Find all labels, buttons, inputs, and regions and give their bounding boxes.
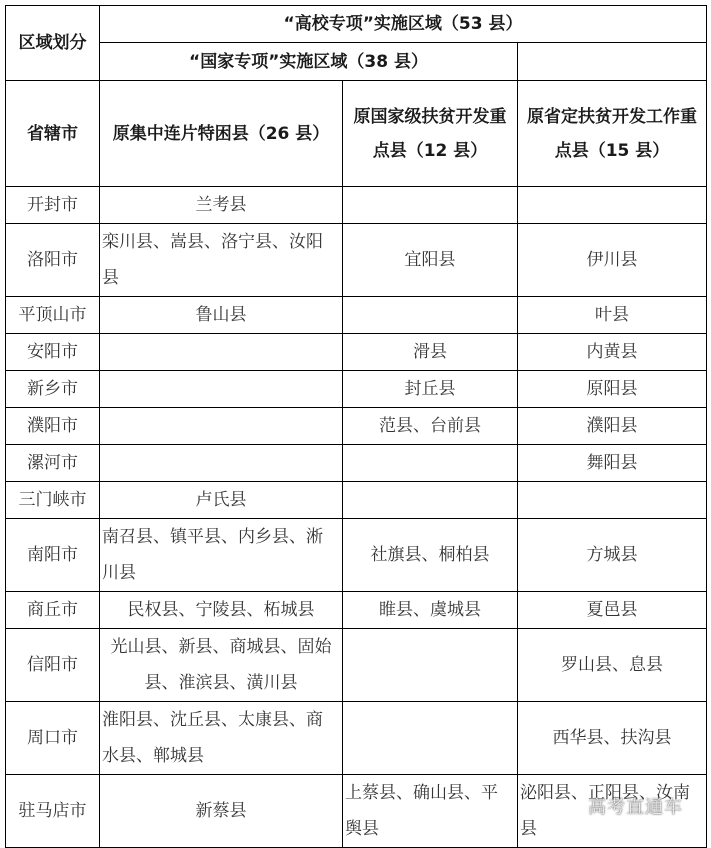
school-special-header: “高校专项”实施区域（53 县） [100, 6, 707, 43]
table-row [6, 334, 707, 371]
table-row [6, 445, 707, 482]
header-row-2 [6, 43, 707, 81]
provincial-key-cell: 方城县 [518, 519, 707, 592]
poverty-area-cell: 光山县、新县、商城县、固始县、淮滨县、潢川县 [100, 629, 343, 702]
poverty-area-cell: 南召县、镇平县、内乡县、淅川县 [100, 519, 343, 592]
empty-header-cell [518, 43, 707, 81]
city-cell: 周口市 [6, 702, 100, 775]
table-row [6, 408, 707, 445]
header-row-3 [6, 81, 707, 187]
city-cell: 新乡市 [6, 371, 100, 408]
poverty-area-cell: 鲁山县 [100, 297, 343, 334]
table-row [6, 371, 707, 408]
city-cell: 南阳市 [6, 519, 100, 592]
table-body [6, 6, 707, 848]
provincial-key-cell: 舞阳县 [518, 445, 707, 482]
national-key-cell [343, 629, 518, 702]
table-row [6, 187, 707, 224]
table-row [6, 297, 707, 334]
region-label-cell: 区域划分 [6, 6, 100, 81]
national-key-cell [343, 482, 518, 519]
national-key-cell [343, 187, 518, 224]
national-key-cell: 睢县、虞城县 [343, 592, 518, 629]
table-row [6, 629, 707, 702]
provincial-key-cell [518, 187, 707, 224]
city-cell: 安阳市 [6, 334, 100, 371]
city-cell: 三门峡市 [6, 482, 100, 519]
header-row-1 [6, 6, 707, 43]
poverty-area-cell: 新蔡县 [100, 775, 343, 848]
provincial-key-cell: 夏邑县 [518, 592, 707, 629]
national-key-cell: 宜阳县 [343, 224, 518, 297]
col-header-poverty-area: 原集中连片特困县（26 县） [100, 81, 343, 187]
national-key-cell [343, 702, 518, 775]
poverty-area-cell [100, 408, 343, 445]
city-cell: 开封市 [6, 187, 100, 224]
provincial-key-cell [518, 482, 707, 519]
table-row [6, 224, 707, 297]
table-row [6, 592, 707, 629]
poverty-area-cell: 卢氏县 [100, 482, 343, 519]
special-program-region-table [5, 5, 707, 848]
poverty-area-cell: 栾川县、嵩县、洛宁县、汝阳县 [100, 224, 343, 297]
city-cell: 濮阳市 [6, 408, 100, 445]
table-row [6, 519, 707, 592]
national-key-cell [343, 445, 518, 482]
poverty-area-cell: 兰考县 [100, 187, 343, 224]
provincial-key-cell: 叶县 [518, 297, 707, 334]
provincial-key-cell: 罗山县、息县 [518, 629, 707, 702]
city-cell: 商丘市 [6, 592, 100, 629]
col-header-city: 省辖市 [6, 81, 100, 187]
col-header-provincial-key: 原省定扶贫开发工作重点县（15 县） [518, 81, 707, 187]
city-cell: 信阳市 [6, 629, 100, 702]
provincial-key-cell: 西华县、扶沟县 [518, 702, 707, 775]
national-key-cell: 社旗县、桐柏县 [343, 519, 518, 592]
national-key-cell: 上蔡县、确山县、平舆县 [343, 775, 518, 848]
national-special-header: “国家专项”实施区域（38 县） [100, 43, 518, 81]
national-key-cell [343, 297, 518, 334]
national-key-cell: 滑县 [343, 334, 518, 371]
poverty-area-cell [100, 445, 343, 482]
table-row [6, 482, 707, 519]
provincial-key-cell: 泌阳县、正阳县、汝南县 [518, 775, 707, 848]
national-key-cell: 范县、台前县 [343, 408, 518, 445]
col-header-national-key: 原国家级扶贫开发重点县（12 县） [343, 81, 518, 187]
poverty-area-cell [100, 334, 343, 371]
poverty-area-cell: 淮阳县、沈丘县、太康县、商水县、郸城县 [100, 702, 343, 775]
table-row [6, 702, 707, 775]
poverty-area-cell [100, 371, 343, 408]
city-cell: 漯河市 [6, 445, 100, 482]
city-cell: 驻马店市 [6, 775, 100, 848]
provincial-key-cell: 原阳县 [518, 371, 707, 408]
national-key-cell: 封丘县 [343, 371, 518, 408]
watermark: 高考直通车 [588, 797, 683, 818]
city-cell: 洛阳市 [6, 224, 100, 297]
provincial-key-cell: 伊川县 [518, 224, 707, 297]
provincial-key-cell: 内黄县 [518, 334, 707, 371]
city-cell: 平顶山市 [6, 297, 100, 334]
poverty-area-cell: 民权县、宁陵县、柘城县 [100, 592, 343, 629]
provincial-key-cell: 濮阳县 [518, 408, 707, 445]
